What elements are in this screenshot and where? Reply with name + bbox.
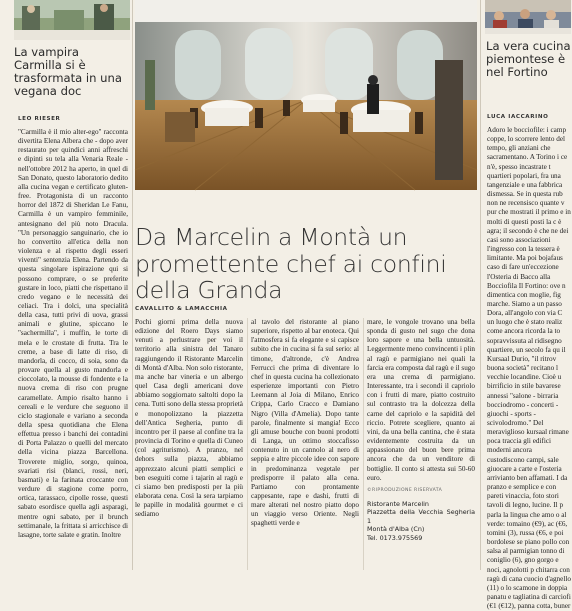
address-line: Montà d'Alba (Cn) xyxy=(367,525,425,534)
right-body xyxy=(487,126,571,611)
copyright-signoff: ©RIPRODUZIONE RISERVATA xyxy=(367,487,443,493)
address-line: Tel. 0173.975569 xyxy=(367,533,423,542)
main-title: Da Marcelin a Montà un promettente chef ai confini della Granda xyxy=(135,223,447,304)
column-divider xyxy=(363,318,364,570)
right-headline: La vera cucina piemontese è nel Fortino xyxy=(486,39,571,79)
right-byline: LUCA IACCARINO xyxy=(487,114,549,120)
restaurant-patrons-photo xyxy=(485,0,571,34)
restaurant-address xyxy=(367,500,475,542)
right-article xyxy=(480,0,571,611)
main-article xyxy=(133,0,477,570)
right-body-paragraph: Adoro le bocciofile: i camp coppe, lo scorrere lento del tempo, gli anziani che sacramentano. A Torino i ce n'è, spesso incastrate t quartieri popolari, fra una tangenziale e una fabbrica dismessa. Se in questa rub non ne recensisco quante v pur che mostrati il primo e in molti di questi posti la c è agra; il secondo è che ne dei casi sono associazioni l'ingresso con la tessera è limitante. Ma poi bojafaus caso di fare un'eccezione l'Osteria di Bacco alla Bocciofila Il Fortino: ove n dimentica con moglie, fig marche. Siamo a un passo Dora, all'angolo con via C un luogo che è stato realiz come ancora ricorda la to sopravvissuta al ridisegno quartiere, un secolo fa qu il Kursaal Durio, "il ritrov buona società" recitano l vecchie locandine. Cioè u birrificio in stile bavarese annessi "salone - birraria bocciodromo - concerti - giuochi - sports - scivolodromo." Del meraviglioso kursaal rimane poca traccia gli edifici moderni ancora custodiscono campi, sale giuocare a carte e l'osteria arrivianto ben affamati. I da pranzo e semplice e con pareti vinaccia, foto stori tavoli di legno, lucine. Il p parla la lingua che amo o al verde: tomaino (€9), ac (€6, tomini (3), russa (€6, e poi bordolese se piano pollo con salsa al parmigian tonno di coniglio (6), gno gorgo e noci, agnolotti p chitarra con ragù di cana cuocio d'agnello (11) o lo scamone in doppia panatu e tagliatina di carciofi (€1 (€12), panna cotta, buner xyxy=(487,126,571,611)
address-line: Ristorante Marcelin xyxy=(367,499,429,508)
main-column-2 xyxy=(251,318,359,570)
left-article xyxy=(0,0,133,570)
left-byline: LEO RIESER xyxy=(18,116,61,122)
main-byline: CAVALLITO & LAMACCHIA xyxy=(135,306,228,312)
main-column-3 xyxy=(367,318,475,570)
left-headline: La vampira Carmilla si è trasformata in una vegana doc xyxy=(14,45,122,98)
left-body-paragraph: "Carmilla è il mio alter-ego" racconta divertita Elena Albera che - dopo aver restaurato per quindici anni affreschi e dipinti su tela alla Venaria Reale - nell'ottobre 2012 ha aperto, in quel di San Donato, questo laboratorio dedito alla cucina vegan e certificato gluten-free. Protagonista di un racconto horror del 1872 di Sheridan Le Fanu, Carmilla è un vampiro femminile, antesignano del più noto Dracula. "Un personaggio sanguinario, che io ho convertito all'etica della non violenza e al rispetto degli esseri viventi" sentenzia Elena. Partendo da questa singolare ispirazione qui si possono comprare, o se preferite gustare in loco, piatti che rispettano il credo vegano e le necessità dei celiaci. Tra i dolci, una specialità della casa, tutti privi di uova, grassi animali e glutine, spiccano le "sachermilla", i muffin, le torte di mela e le crostate di frutta. Tra le creme, a base di latte di riso, di mandorla, di cocco, di soia, sono da provare quella al gusto mandorla e cioccolato, la mousse di fondente e la nuova crema di riso con prugne caramellate. Ampio risalto hanno i cereali e le verdure che seguono il ciclo stagionale e variano a seconda della spesa quotidiana che Elena effettua presso i banchi dei contadini di Porta Palazzo o quelli del mercato della vicina piazza Barcellona. Troverete miglio, sorgo, quinoa, svariati risi (blanci, rossi, neri, basmati) e la farinata croccante con verdure di stagione come porro, ortica, tarassaco, cipolle rosse, questi sabato esordisce quella agli asparagi, mentre ogni sabato, per il brunch settimanale, la frittata si arricchisce di lasagne, torte salate e gratin. Inoltre xyxy=(18,128,128,539)
left-body xyxy=(18,128,128,570)
address-line: Piazzetta della Vecchia Segheria 1 xyxy=(367,508,475,525)
main-column-3-text: mare, le vongole trovano una bella sponda di gusto nel sugo che dona loro sapore e una bella untuosità. Leggermente meno convincenti i plin al ragù e parmigiano nei quali la farcia era composta dal ragù e il sugo era una crema di parmigiano. Interessante, tra i secondi il capriolo con i frutti di mare, piatto costruito sul contrasto tra la dolcezza della carne del capriolo e la sapidità del riccio. Potrete scegliere, quanto ai vini, da una bella cantina, che è stata evidentemente costruita da un appassionato del buon bere prima ancora che da un venditore di bottiglie. Il conto si attesta sui 50-60 euro. xyxy=(367,318,475,482)
main-column-1 xyxy=(135,318,243,570)
main-column-1-text: Pochi giorni prima della nuova edizione del Roero Days siamo venuti a perlustrare per voi il territorio alla sinistra del Tanaro raggiungendo il Ristorante Marcelin di Montà d'Alba. Non solo ristorante, ma anche bar vineria e un albergo quel Casa degli americani dove abbiamo soggiornato saltolti dopo la cena. Tutti sono della stessa proprietà e monopolizzano la piazzetta dell'Antica Segheria, punto di incontro per il paese al confine tra la provincia di Torino e quella di Cuneo (col agriturismo). A pranzo, nel dehors sulla piazza, abbiamo apprezzato alcuni piatti semplici e ben eseguiti come i tajarin al ragù e ci siamo ben predisposti per la più elaborata cena. Così la sera tarpiamo le papille in modalità gourmet e ci sediamo xyxy=(135,318,243,519)
main-column-2-text: al tavolo del ristorante al piano superiore, rispetto al bar enoteca. Qui l'atmosfera si fa elegante e si capisce subito che in cucina si fa sul serio: al timone, d'altronde, c'è Andrea Ferrucci che prima di diventare lo chef in questa cucina ha collezionato esperienze importanti con Pietro Leemann al Joia di Milano, Enrico Crippa, Carlo Cracco e Damiano Nigro (Villa d'Amelia). Dopo tante parole, finalmente si mangia! Ecco gli amuse bouche con buoni prodotti di Langa, un ottimo stoccafisso contenuto in un cannolo al nero di seppia e altre piccole idee con sapore in predominanza vegetale per predisporre il palato alla cena. Partiamo con prontamente cappesante, rape e dashi, frutti di mare alterati nel nostro piatto dopo un viaggio verso Oriente. Negli spaghetti verde e xyxy=(251,318,359,528)
restaurant-dining-room-photo xyxy=(135,0,477,190)
people-dining-photo xyxy=(14,0,130,40)
column-divider xyxy=(247,318,248,570)
